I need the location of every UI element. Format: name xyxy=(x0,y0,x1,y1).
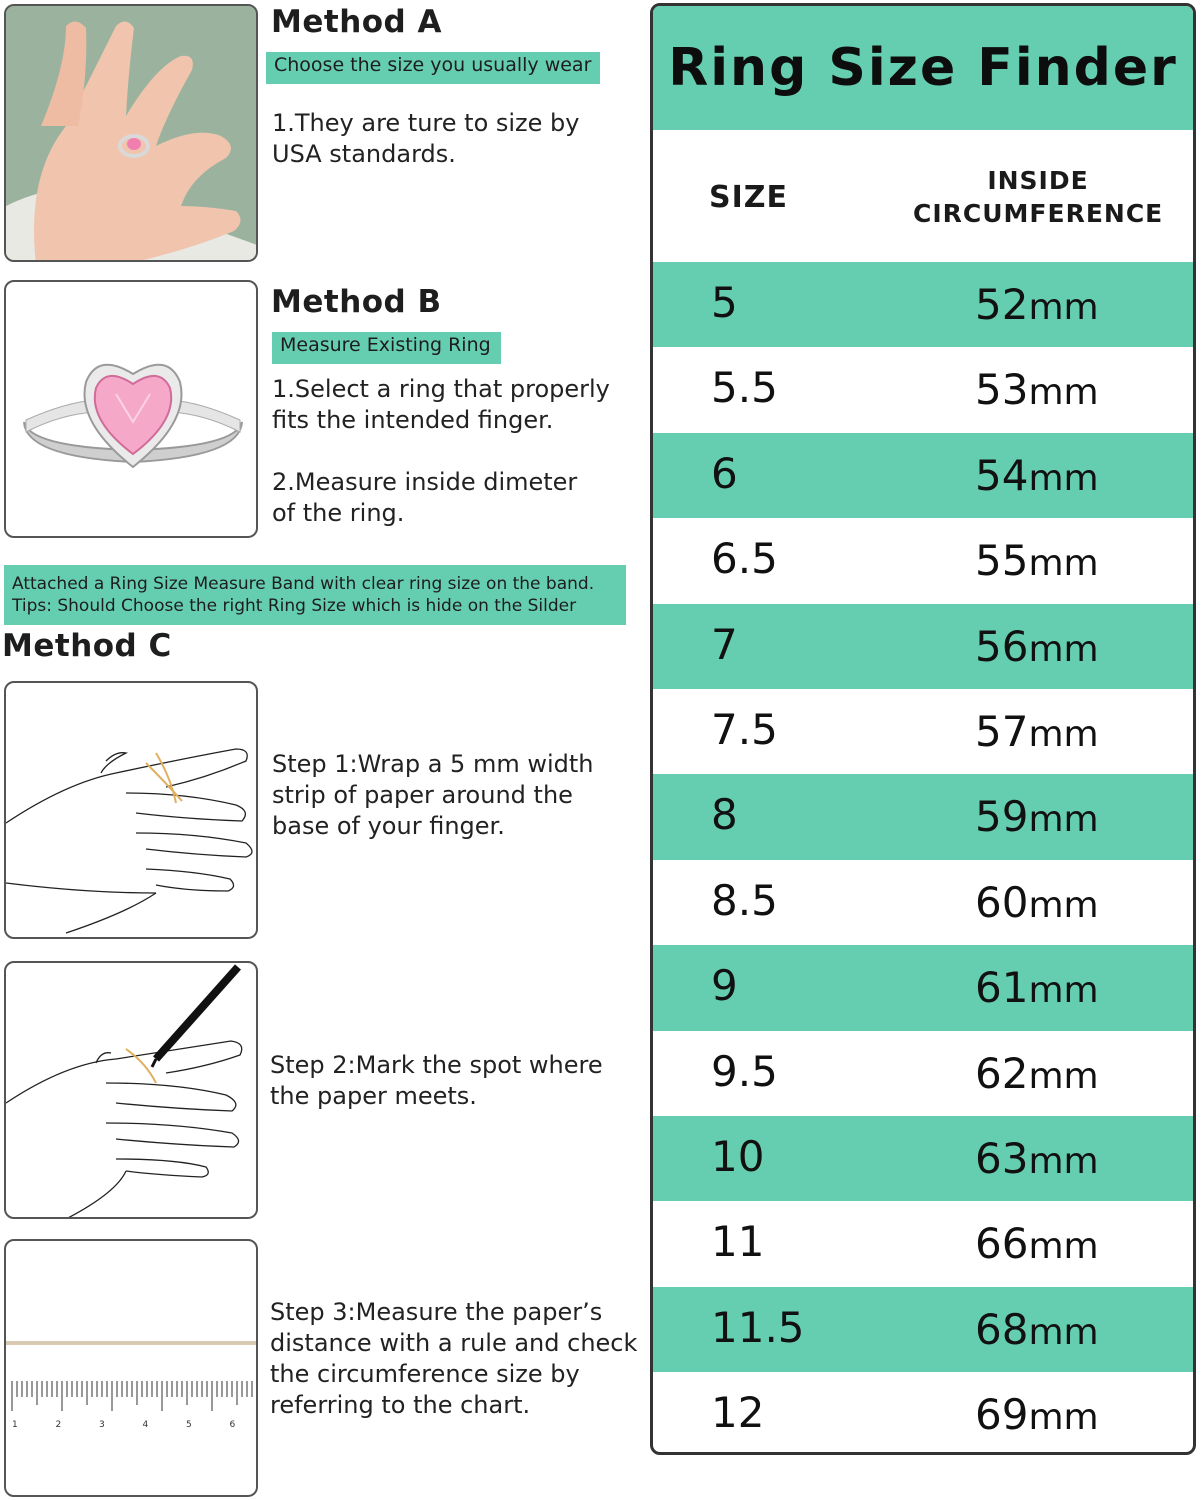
method-a-tag: Choose the size you usually wear xyxy=(266,52,600,84)
tips-banner-line-1: Attached a Ring Size Measure Band with clear ring size on the band. xyxy=(12,574,595,594)
row-circumference-unit: mm xyxy=(1028,543,1099,585)
row-size: 6 xyxy=(711,448,738,498)
method-a-title: Method A xyxy=(271,4,443,40)
step-1-text: Step 1:Wrap a 5 mm width strip of paper around the base of your finger. xyxy=(272,750,594,840)
table-row xyxy=(653,433,1193,518)
row-circumference-value: 56 xyxy=(975,621,1029,671)
row-circumference xyxy=(975,1219,1099,1268)
table-row xyxy=(653,1031,1193,1116)
step-3-text: Step 3:Measure the paper’s distance with a rule and check the circumference size by referring to the chart. xyxy=(270,1298,638,1419)
row-circumference xyxy=(975,1390,1099,1439)
row-circumference-value: 68 xyxy=(975,1304,1029,1354)
row-circumference-unit: mm xyxy=(1028,1226,1099,1268)
row-circumference-unit: mm xyxy=(1028,457,1099,499)
row-circumference xyxy=(975,536,1099,585)
row-circumference-unit: mm xyxy=(1028,628,1099,670)
heart-ring-illustration xyxy=(6,282,258,538)
row-size: 9.5 xyxy=(711,1046,778,1096)
tips-banner xyxy=(4,565,626,625)
row-circumference xyxy=(975,1049,1099,1098)
row-circumference-value: 61 xyxy=(975,963,1029,1013)
tips-banner-line-2: Tips: Should Choose the right Ring Size which is hide on the Silder xyxy=(12,596,577,616)
ruler-label: 6 xyxy=(229,1420,236,1430)
row-circumference-value: 59 xyxy=(975,792,1029,842)
ring-photo xyxy=(4,280,258,538)
ring-size-table xyxy=(650,3,1196,1455)
method-b-title: Method B xyxy=(271,284,442,320)
table-row xyxy=(653,347,1193,432)
ruler-label: 1 xyxy=(12,1420,18,1430)
step-2-illustration xyxy=(4,961,258,1219)
method-c-title: Method C xyxy=(2,628,172,664)
table-row xyxy=(653,860,1193,945)
row-size: 7.5 xyxy=(711,704,778,754)
row-size: 9 xyxy=(711,961,738,1011)
row-circumference-unit: mm xyxy=(1028,884,1099,926)
row-circumference-value: 63 xyxy=(975,1133,1029,1183)
table-row xyxy=(653,1287,1193,1372)
row-size: 11 xyxy=(711,1217,765,1267)
hand-photo xyxy=(4,4,258,262)
table-row xyxy=(653,689,1193,774)
table-row xyxy=(653,945,1193,1030)
table-row xyxy=(653,1372,1193,1455)
row-size: 6.5 xyxy=(711,534,778,584)
method-b-text-1: 1.Select a ring that properly fits the intended finger. xyxy=(272,375,610,434)
row-circumference-value: 53 xyxy=(975,365,1029,415)
row-circumference-value: 54 xyxy=(975,450,1029,500)
row-circumference xyxy=(975,963,1099,1012)
ruler-label: 4 xyxy=(142,1420,149,1430)
pen-mark-drawing xyxy=(6,963,258,1219)
table-row xyxy=(653,774,1193,859)
method-b-text-2: 2.Measure inside dimeter of the ring. xyxy=(272,468,578,527)
row-size: 8.5 xyxy=(711,875,778,925)
table-row xyxy=(653,1116,1193,1201)
row-circumference-unit: mm xyxy=(1028,1311,1099,1353)
table-row xyxy=(653,604,1193,689)
row-size: 11.5 xyxy=(711,1302,805,1352)
row-circumference xyxy=(975,280,1099,329)
step-2-text: Step 2:Mark the spot where the paper meets. xyxy=(270,1051,603,1110)
row-circumference-unit: mm xyxy=(1028,713,1099,755)
row-circumference xyxy=(975,365,1099,414)
row-size: 8 xyxy=(711,790,738,840)
table-title: Ring Size Finder xyxy=(653,6,1193,130)
row-circumference-unit: mm xyxy=(1028,1055,1099,1097)
row-size: 10 xyxy=(711,1131,765,1181)
row-circumference-value: 62 xyxy=(975,1048,1029,1098)
row-circumference-value: 52 xyxy=(975,280,1029,329)
ruler-drawing xyxy=(6,1241,258,1497)
row-circumference-unit: mm xyxy=(1028,799,1099,841)
hand-with-ring-illustration xyxy=(6,6,258,262)
table-row xyxy=(653,518,1193,603)
row-circumference-unit: mm xyxy=(1028,1140,1099,1182)
row-circumference xyxy=(975,1305,1099,1354)
row-size: 5 xyxy=(711,278,738,327)
row-circumference xyxy=(975,878,1099,927)
row-circumference-value: 60 xyxy=(975,877,1029,927)
row-size: 5.5 xyxy=(711,363,778,413)
row-circumference-unit: mm xyxy=(1028,970,1099,1012)
row-circumference-value: 69 xyxy=(975,1390,1029,1440)
ruler-label: 2 xyxy=(55,1420,62,1430)
row-circumference xyxy=(975,622,1099,671)
method-a-text: 1.They are ture to size by USA standards. xyxy=(272,109,580,168)
row-circumference-value: 66 xyxy=(975,1219,1029,1269)
ruler-label: 5 xyxy=(186,1420,192,1430)
row-circumference-unit: mm xyxy=(1028,372,1099,414)
row-circumference xyxy=(975,1134,1099,1183)
table-header xyxy=(653,130,1193,262)
row-circumference-unit: mm xyxy=(1028,1397,1099,1439)
table-body xyxy=(653,262,1193,1455)
ruler-label: 3 xyxy=(99,1420,105,1430)
column-header-circumference: INSIDE CIRCUMFERENCE xyxy=(913,166,1164,228)
table-row xyxy=(653,1201,1193,1286)
row-circumference xyxy=(975,707,1099,756)
row-circumference xyxy=(975,792,1099,841)
row-circumference-value: 57 xyxy=(975,706,1029,756)
method-b-tag: Measure Existing Ring xyxy=(272,332,501,364)
table-row xyxy=(653,262,1193,347)
column-header-size: SIZE xyxy=(709,180,789,215)
row-circumference-value: 55 xyxy=(975,536,1029,586)
row-size: 7 xyxy=(711,619,738,669)
row-circumference xyxy=(975,451,1099,500)
row-circumference-unit: mm xyxy=(1028,287,1099,328)
finger-wrap-drawing xyxy=(6,683,258,939)
step-3-illustration xyxy=(4,1239,258,1497)
step-1-illustration xyxy=(4,681,258,939)
row-size: 12 xyxy=(711,1388,765,1438)
